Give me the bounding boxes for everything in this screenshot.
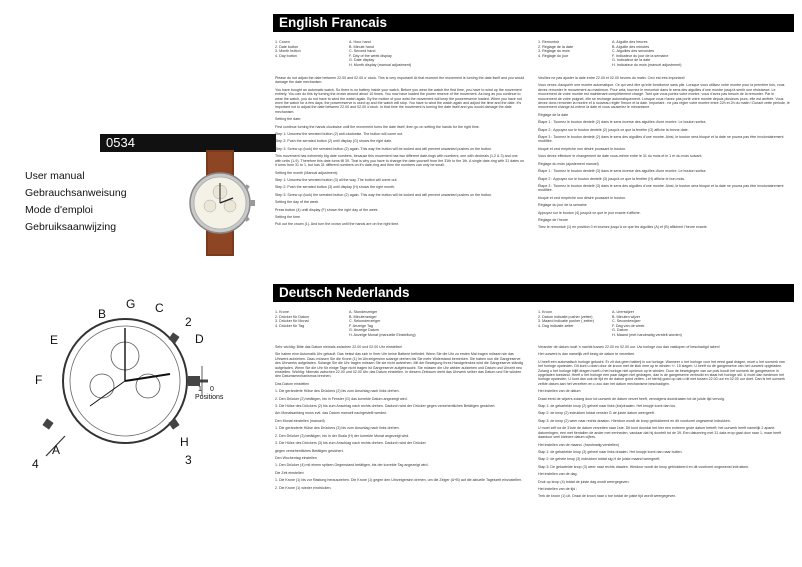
paragraph: Étape 2 : Appuyez sur le bouton dentelé (2) jusqu'à ce que la fenêtre (G) affiche la bonne date.	[538, 127, 689, 132]
legend-display: G. Date display	[349, 58, 375, 63]
crown-position-1: 1	[198, 386, 202, 393]
paragraph: Setting the date:	[275, 117, 302, 122]
section-band-en-fr: English Francais	[273, 14, 794, 32]
paragraph: Tirez le remontoir (1) en position 0 et tournez jusqu'à ce que les aiguilles (A) et (B) affichent l'heure exacte.	[538, 225, 708, 230]
legend-display: A. Hour hand	[349, 40, 371, 44]
diagram-letter-d: D	[195, 332, 204, 346]
legend-control	[538, 333, 612, 338]
paragraph: 3. Die Hülse des Drückers (2) bis zum Anschlag nach rechts drehen. Dadurch wird der Drücker gegen versehentliches Betätigen gesichert.	[275, 404, 496, 409]
watch-diagram	[30, 296, 240, 471]
diagram-number-4: 4	[32, 457, 39, 471]
legend-control: 2. Réglage de la date	[538, 44, 574, 49]
crown-position-0: 0	[210, 386, 214, 393]
paragraph: Step 2: Push the serrated button (3) until display (H) shows the right month.	[275, 185, 396, 190]
paragraph: Stap 3: de knop (2) weer naar rechts draaien. Hierdoor wordt de knop geblokkeerd en dit voorkomt ongewenst indrukken.	[538, 418, 731, 423]
legend-control: 1. Krone	[275, 310, 289, 314]
paragraph: Réglage de la date	[538, 112, 569, 117]
paragraph: Étape 1 : Tournez le bouton dentelé (2) dans le sens inverse des aiguilles d'une montre. Le bouton sortira.	[538, 120, 707, 125]
paragraph: Étape 1 : Tournez le bouton dentelé (3) dans le sens inverse des aiguilles d'une montre. Le bouton sortira.	[538, 169, 707, 174]
diagram-letter-e: E	[50, 333, 59, 347]
watch-photo	[176, 150, 264, 256]
paragraph: Den Wochentag einstellen	[275, 455, 317, 460]
paragraph: Appuyez sur le bouton (4) jusqu'à ce que le jour exacte s'affiche.	[538, 210, 641, 215]
paragraph: Stap 2: de gehele knop (3) indrukken totdat sig H de juiste maand weergeeft.	[538, 457, 661, 462]
paragraph: Step 1: Unscrew the serrated button (2) anti-clockwise. The button will come out.	[275, 132, 404, 137]
paragraph: Pull out the crown (1). And turn the crown until the hands are on the right time.	[275, 222, 400, 227]
legend-display: H. Maand (met handmatig verstelt worden)	[612, 332, 682, 337]
section-band-de-nl: Deutsch Nederlands	[273, 284, 794, 302]
legend-control: 1. Crown	[275, 40, 290, 44]
paragraph: Het instellen van de datum	[538, 389, 581, 394]
legend-display: C. Aiguilles des secondes	[612, 49, 655, 54]
diagram-number-3: 3	[185, 453, 192, 467]
paragraph: Sie haben eine Automatik Uhr gekauft. Das heisst das sich in Ihrer Uhr keine Batterie befindet. Wenn Sie die Uhr zu ersten Mal tragen müssen sie das Uhrwerk aufziehen. Dazu müssen Sie die Krone (1) im Uhrzeigersinn solange drehen bis Sie mehr Widerstand bemerken. Sie haben nun die Gangreserve des Uhrwerks aufgeladen. Solange Sie die Uhr tragen müssen Sie sie nicht aufziehen. Mit der Bewegung Ihres Handgelenkes wird die Gangreserve ständig aufgeladen. Wenn Sie die Uhr für einige Tage nicht tragen ist Gangreserve aufgebraucht. Sie müssen die Uhr wieder aufziehen und Datum und Uhrzeit neu einstellen. Wichtig: Niemals zwischen 22.00 und 02.00 Uhr das Datum einstellen. In diesem Zeitraum dreht das Uhrwerk selber das Datum und Sie würden den Datumsmechanismus brechen.	[275, 352, 524, 379]
paragraph: gegen versehentliches Betätigen gesichert.	[275, 448, 344, 453]
legend-display: F. Dag van de week	[612, 323, 645, 328]
legend-display: G. Indicateur de la date	[612, 58, 651, 63]
legend-display: B. Minute hand	[349, 44, 374, 49]
legend-display: B. Aiguille des minutes	[612, 44, 650, 49]
diagram-letter-c: C	[155, 301, 164, 315]
legend-display: C. Second hand	[349, 49, 376, 54]
paragraph: 2. Den Drücker (3) betätigen, bis in der Skala (H) der korrekte Monat angezeigt wird.	[275, 433, 410, 438]
legend-display: F. Indicateur du jour de la semaine	[612, 53, 669, 58]
paragraph: Sehr wichtig: Bitte das Datum niemals zwischen 22.00 und 02.00 Uhr einstellen!	[275, 345, 403, 349]
legend-control	[275, 63, 349, 68]
paragraph: Step 1: Unscrew the serrated button (3) all the way. The button will come out.	[275, 177, 398, 182]
paragraph: Stap 3: De gekartelde knop (3) weer naar rechts draaien. Hierdoor wordt de knop geblokkeerd en dit voorkomt ongewenst indrukken.	[538, 464, 750, 469]
paragraph: 2. Den Drücker (2) betätigen, bis in Fenster (G) das korrekte Datum angezeigt wird.	[275, 396, 408, 401]
paragraph: Het instellen van de dag.	[538, 472, 578, 477]
paragraph: Trek de kroon (1) uit. Draai de kroon naar u toe totdat de juiste tijd wordt weergegeven.	[538, 494, 677, 499]
paragraph: Het instellen van de tijd :	[538, 486, 578, 491]
legend-display: H. Indicateur du mois (manuel adjustment)	[612, 62, 682, 67]
paragraph: 1. Die geränderte Hülse des Drückers (3) bis zum Anschlag nach links drehen.	[275, 426, 400, 431]
legend-control: 4. Dag indicatie zetter	[538, 323, 574, 328]
manual-title-de: Gebrauchsanweisung	[25, 187, 127, 199]
paragraph: Het uurwerk is dan namelijk zelf bezig de datum te verzetten.	[538, 352, 636, 357]
legend-fr	[538, 40, 788, 68]
paragraph: Den Monat einstellen (manuell)	[275, 418, 325, 423]
diagram-letter-a: A	[52, 443, 61, 457]
paragraph: Das Datum einstellen	[275, 381, 310, 386]
diagram-number-2: 2	[185, 315, 192, 329]
paragraph: Verander de datum nooit 's nachts tussen 22.00 en 02.00 uur. Uw horloge zou dan vastlopen of beschadigd raken!	[538, 345, 720, 349]
legend-control: 2. Date button	[275, 44, 299, 49]
legend-display: H. Month display (manual adjustment)	[349, 62, 412, 67]
legend-display: B. Minutenzeiger	[349, 314, 377, 319]
paragraph: Étape 3 : Tournez le bouton dentelé (2) dans le sens des aiguilles d'une montre. Ainsi, le bouton sera bloqué et la date ne pourra pas être involontairement modifiée.	[538, 135, 784, 144]
paragraph: Vous devez effectuer le changement de date vous-même entre le 31 du mois et le 1 er du mois suivant.	[538, 154, 703, 159]
paragraph: Stap 1: de gekartelde knop (2) geheel naar links (los)draaien. Het knopje komt dan los.	[538, 404, 677, 409]
legend-control: 4. Réglage du jour	[538, 53, 569, 58]
dutch-body	[538, 345, 790, 565]
paragraph: Étape 2 : Appuyez sur le bouton dentelé (3) jusqu'à ce que la fenêtre (H) affiche le bon mois.	[538, 176, 686, 181]
paragraph: Veuillez ne pas ajuster la date entre 22.00 et 02.00 heures du matin. Ceci est très important!	[538, 76, 685, 80]
paragraph: 1. Die geränderte Hülse des Drückers (2) bis zum Anschlag nach links drehen.	[275, 389, 400, 394]
legend-row	[275, 333, 525, 338]
paragraph: Réglage de l'heure	[538, 217, 569, 222]
paragraph: Étape 3 : Tournez le bouton dentelé (3) dans le sens des aiguilles d'une montre. Ainsi, le bouton sera bloqué et la date ne pourra pas être involontairement modifiée.	[538, 183, 784, 193]
legend-control: 3. Drücker für Monat	[275, 319, 309, 324]
paragraph: 2. Die Krone (1) wieder eindrücken.	[275, 485, 332, 490]
paragraph: Please do not adjust the date between 22.00 and 02.00 o' clock. This is very important! At that moment the movement is turning the date itself and you would damage the date mechanism.	[275, 76, 525, 85]
legend-control: 3. Month button	[275, 49, 301, 54]
legend-control: 3. Maand indicatie pusher ( zetter)	[538, 319, 594, 324]
paragraph: Am Monatsanfang muss evtl. das Datum manuell nachgestellt werden.	[275, 411, 388, 416]
legend-control: 4. Day button	[275, 53, 297, 58]
manual-title-en: User manual	[25, 170, 85, 182]
legend-display: G. Datum	[612, 328, 628, 333]
legend-row	[275, 63, 525, 68]
paragraph: Setting the time	[275, 214, 300, 219]
legend-control	[275, 333, 349, 338]
diagram-letter-f: F	[35, 373, 43, 387]
paragraph: Step 3: Screw up (lock) the serrated button (2) again. This way the button will be locked and will prevent unwanted pushes on the button.	[275, 192, 493, 197]
diagram-letter-b: B	[98, 307, 107, 321]
paragraph: Draai eerst de wijzers zolang door tot uurwerk de datum verzet heeft, vervolgens doordraaien tot de juiste tijd vervolg.	[538, 396, 725, 401]
legend-display: G. Anzeige Datum	[349, 328, 379, 333]
paragraph: Step 3: Screw up (lock) the serrated button (2) again. This way the button will be locked and will prevent unwanted pushes on the button.	[275, 146, 493, 151]
paragraph: Step 2: Push the serrated button (2) until display (G) shows the right date.	[275, 139, 393, 144]
legend-de	[275, 310, 525, 338]
legend-display: A. Aiguille des heures	[612, 40, 648, 44]
paragraph: bloqué et ceci empêche non désiré poussant le bouton.	[538, 146, 627, 151]
paragraph: Press button (4) until display (F) shown the right day of the week.	[275, 207, 379, 212]
legend-control: 2. Datum indicatie pusher (zetter)	[538, 314, 593, 319]
legend-control: 1. Remontoir	[538, 40, 560, 44]
paragraph: 1. Den Drücker (4) mit einem spitzen Gegenstand betätigen, bis der korrekte Tag angezeigt wird.	[275, 463, 429, 468]
legend-display: C. Sekundenzeiger	[349, 319, 381, 324]
paragraph: U heeft een automatisch horloge gekocht. Er zit dus geen batterij in uw horloge. Wanneer u het horloge voor het eerst gaat dragen, moet u het uurwerk van het horloge opwinden. Dit kunt u doen door de kroon met de klok mee op te winden +/- 15 slagen. U heeft nu de gangreserve van het uurwerk opgeladen. Zolang u het horloge blijft dragen hoeft u het horloge niet opnieuw op te winden. Door de bewegingen van uw pols houdt het uurwerk de gangreserve in opgeladen toestand. Heeft u het horloge een paar dagen niet gedragen, dan is de gangreserve verbruikt en staat het horloge stil. U moet dan wederom het horloge opwinden. U kunt dan ook de tijd en de datum goed zetten. Let hierbij goed op dat u dit niet tussen 22.00 uur en 02.00 uur doet. Dan is het uurwerk zelfde datum aan het verzetten en u zou dan het datum mechanisme beschadigen.	[538, 359, 785, 386]
legend-display: B. Minuten wijzer	[612, 314, 641, 319]
diagram-letter-h: H	[180, 435, 189, 449]
legend-display: F. Anzeige Tag	[349, 323, 373, 328]
manual-title-fr: Mode d'emploi	[25, 204, 93, 216]
paragraph: Réglage du jour de la semaine	[538, 203, 587, 208]
french-body	[538, 76, 790, 284]
legend-control: 2. Drücker für Datum	[275, 314, 310, 319]
paragraph: Setting the month (Manual adjustment):	[275, 170, 338, 175]
german-body	[275, 345, 525, 565]
legend-control: 3. Réglage du mois	[538, 49, 570, 54]
paragraph: 1. Die Krone (1) bis zur Rastung herausziehen. Die Krone (1) gegen den Uhrzeigersinn drehen, um die Zeiger (A+B) auf die aktuelle Tageszeit einzustellen.	[275, 478, 523, 483]
legend-control	[538, 63, 612, 68]
paragraph: First continue turning the hands clockwise until the movement turns the date itself, then go on setting the hands for the right time.	[275, 124, 480, 129]
paragraph: U moet zelf na de 31ste de datum verzetten naar 1ste. Dit kunt doordat het hier een extreem grote datum betreft; het uurwerk heeft namelijk 2 aparte datumringen, een met tientallen de ander met eenheden, vandaar dat hij doortelt tot de 39. Een datumring met 31 data erop gaat door naar 1, maar heeft daardoor veel kleinere datum cijfers.	[538, 426, 782, 440]
legend-en	[275, 40, 525, 68]
positions-label: Positions	[195, 394, 224, 401]
legend-display: F. Day of the week display	[349, 53, 392, 58]
legend-display: A. Stundenzeiger	[349, 310, 378, 314]
paragraph: Stap 1: de gekartelde knop (3) geheel naar links draaien. Het knopje komt dan naar buiten.	[538, 449, 683, 454]
paragraph: Druk op knop (4) totdat de juiste dag wordt weergegeven.	[538, 479, 630, 484]
paragraph: This movement has extremely big date numbers, because this movement has two different date-rings with numbers; one with decimals (1,2 & 3) and one with units (1-9). Therefore this date turns till 39. That is why you have to change the date yourself from the 31th to the 1th. A single date-ring with 31 dates on it turns from 31 to 1, but has 31 different numbers on it's date-ring and then the numbers can only be small.	[275, 154, 524, 168]
english-body	[275, 76, 525, 284]
paragraph: Stap 2: de knop (2) indrukken totdat venster G de juiste datum weergeeft.	[538, 411, 655, 416]
legend-row	[538, 63, 788, 68]
paragraph: Réglage du mois (ajustement manuel)	[538, 161, 599, 166]
legend-control: 4. Drücker für Tag	[275, 323, 305, 328]
legend-control: 1. Kroon	[538, 310, 552, 314]
paragraph: bloqué et ceci empêche non désiré poussant le bouton.	[538, 195, 627, 200]
legend-row	[538, 333, 788, 338]
legend-nl	[538, 310, 788, 338]
manual-titles	[25, 168, 127, 236]
paragraph: Die Zeit einstellen	[275, 470, 304, 475]
legend-display: H. Anzeige Monat (manuelle Einstellung)	[349, 332, 416, 337]
legend-display: C. Secondewijzer	[612, 319, 641, 324]
paragraph: You have bought an automatic watch. So there is no battery inside your watch. Before you wear the watch the first time, you have to wind up the movement entirely. You can do this by turning the crown around about 10 times. You now have loaded the power reserve of the movement. As long as you continue to wear the watch, you do not have to wind the watch again. By the motion of your wrist the movement will keep the powerreserve loaded. When you have not worn the watch for a few days, the powerreserve is used up and the watch will stop. You have to wind the watch again and adjust the time and the date. It's important not to adjust the date between 22.00 and 02.00 o'clock. In that time the movement is turning the date itself and you would damage the date mechanism.	[275, 87, 522, 114]
diagram-letter-g: G	[126, 297, 136, 311]
legend-display: A. Urenwijzer	[612, 310, 634, 314]
model-number: 0534	[100, 134, 276, 152]
paragraph: Het instellen van de maand. (handmatig verstellen)	[538, 442, 620, 447]
paragraph: Setting the day of the week	[275, 200, 319, 205]
paragraph: Vous venez d'acquérir une montre automatique. Ce qui veut dire qu'elle fonctionne sans pile. Lorsque vous utilisez votre montre pour la première fois, vous devez remonter le mouvement au maximum. Pour cela, tournez le remontoir dans le sens des aiguilles d'une montre jusqu'à sentir une résistance. Le mouvement de votre montre est maintenant complètement chargé. Tant que vous portez votre montre, vous n'avez pas besoin de la remonter. Par le mouvement de votre poignet, elle se recharge automatiquement. Lorsque vous n'avez pas porté votre montre depuis plusieurs jours, elle est arrêtée. Vous devez donc remonter la montre et à nouveau régler l'heure et la date. Important : ne pas régler votre montre entre 22h et 2h du matin ! Durant cette période, le mouvement change lui-même la date et vous causeriez le mécanisme.	[538, 83, 790, 110]
paragraph: 3. Die Hülse des Drückers (3) bis zum Anschlag nach rechts drehen. Dadurch wird der Drücker	[275, 441, 426, 446]
manual-title-nl: Gebruiksaanwijzing	[25, 221, 117, 233]
